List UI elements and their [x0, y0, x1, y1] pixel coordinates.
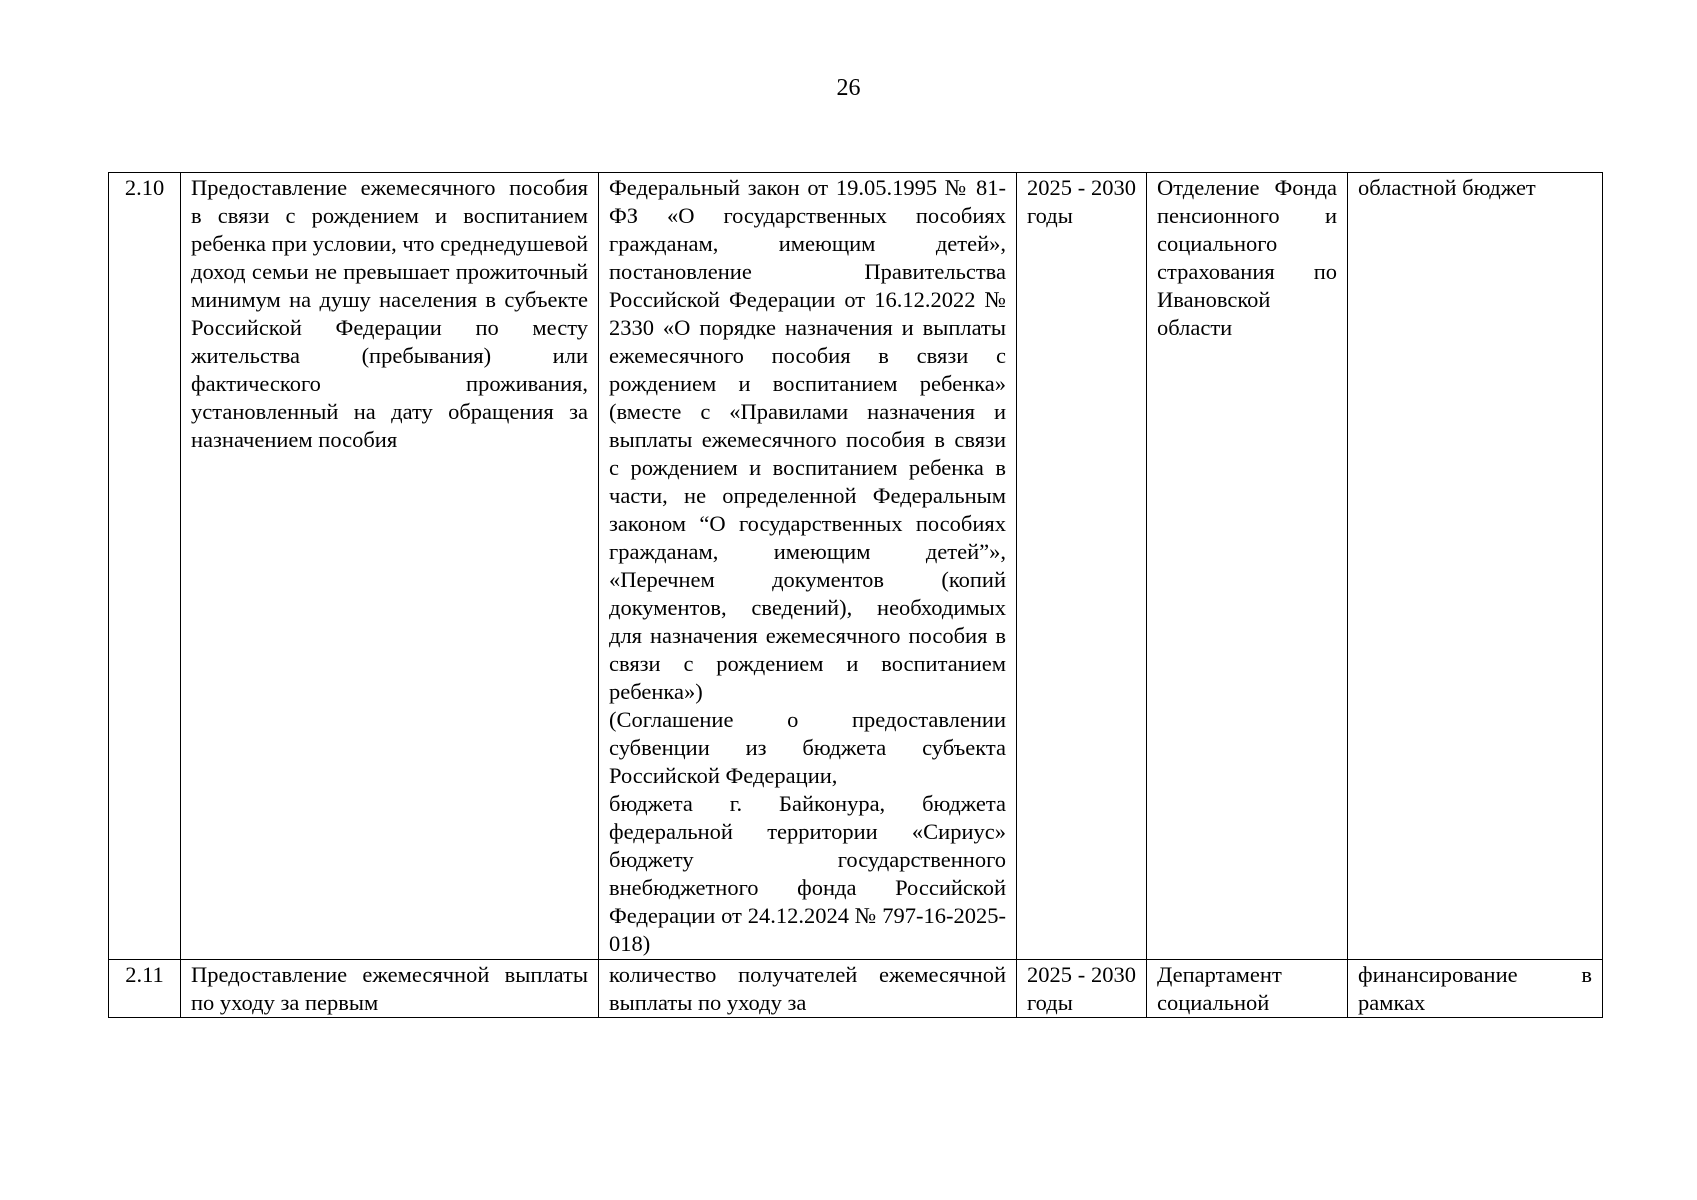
row-number: 2.11 — [109, 960, 181, 1018]
executor-cell: Отделение Фонда пенсионного и социального страхования по Ивановской области — [1147, 173, 1348, 960]
legal-basis-text: Федеральный закон от 19.05.1995 № 81-ФЗ «О государственных пособиях гражданам, имеющим детей», постановление Правительства Российской Федерации от 16.12.2022 № 2330 «О порядке назначения и выплаты ежемесячного пособия в связи с рождением и воспитанием ребенка» (вместе с «Правилами назначения и выплаты ежемесячного пособия в связи с рождением и воспитанием ребенка в части, не определенной Федеральным законом “О государственных пособиях гражданам, имеющим детей”», «Перечнем документов (копий документов, сведений), необходимых для назначения ежемесячного пособия в связи с рождением и воспитанием ребенка») — [609, 175, 1006, 704]
page-number: 26 — [836, 75, 861, 101]
funding-cell: областной бюджет — [1348, 173, 1603, 960]
measures-table — [108, 172, 1603, 1018]
measure-cell: Предоставление ежемесячного пособия в связи с рождением и воспитанием ребенка при условии, что среднедушевой доход семьи не превышает прожиточный минимум на душу населения в субъекте Российской Федерации по месту жительства (пребывания) или фактического проживания, установленный на дату обращения за назначением пособия — [181, 173, 599, 960]
row-number: 2.10 — [109, 173, 181, 960]
executor-cell: Департамент социальной — [1147, 960, 1348, 1018]
period-cell: 2025 - 2030 годы — [1017, 960, 1147, 1018]
legal-basis-cell: количество получателей ежемесячной выплаты по уходу за — [599, 960, 1017, 1018]
funding-cell: финансирование в рамках — [1348, 960, 1603, 1018]
legal-basis-agreement-line: (Соглашение о предоставлении субвенции из бюджета субъекта Российской Федерации, — [609, 707, 1006, 788]
table-row — [109, 173, 1603, 960]
measure-cell: Предоставление ежемесячной выплаты по уходу за первым — [181, 960, 599, 1018]
period-cell: 2025 - 2030 годы — [1017, 173, 1147, 960]
legal-basis-agreement-line: бюджета г. Байконура, бюджета федеральной территории «Сириус» бюджету государственного внебюджетного фонда Российской Федерации от 24.12.2024 № 797-16-2025-018) — [609, 791, 1006, 956]
legal-basis-cell — [599, 173, 1017, 960]
table-row — [109, 960, 1603, 1018]
